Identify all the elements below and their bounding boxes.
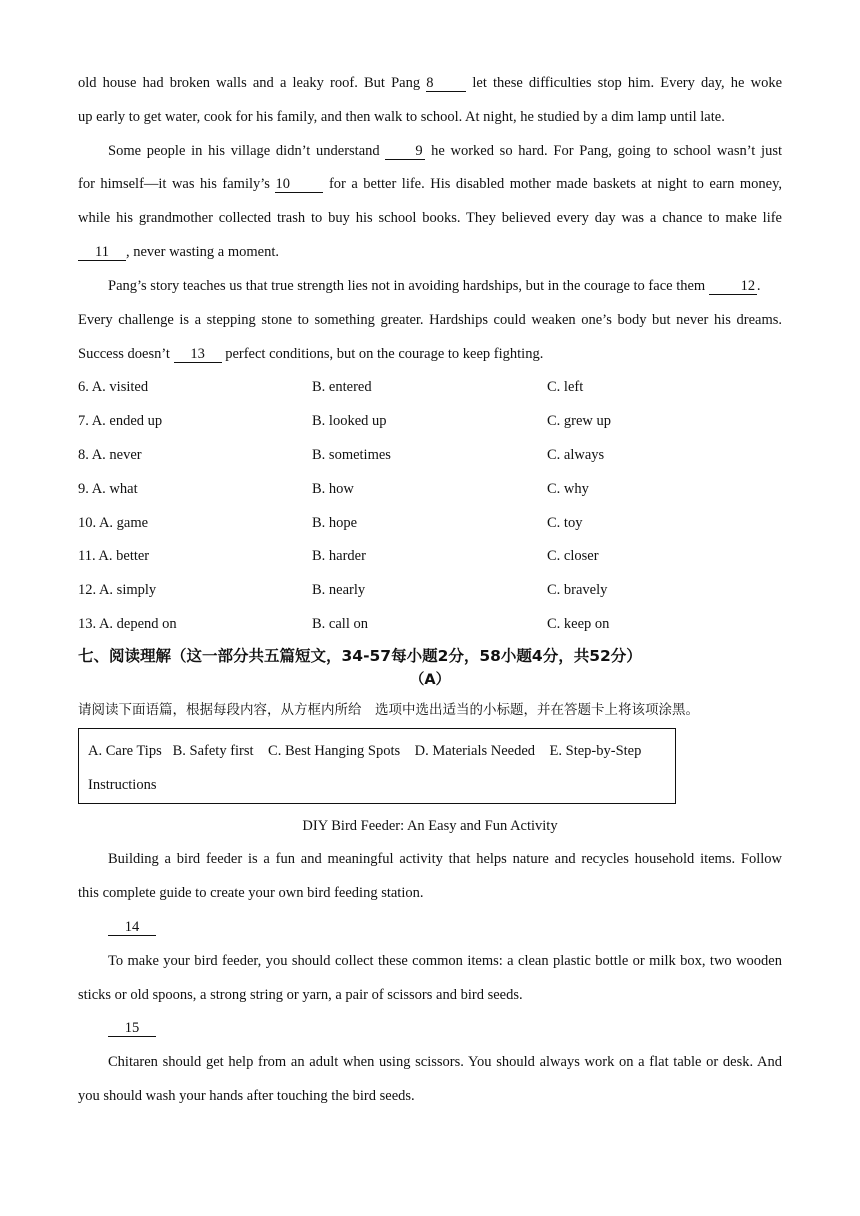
option-a: 13. A. depend on xyxy=(78,616,177,632)
option-b: B. how xyxy=(312,481,354,497)
option-a: 8. A. never xyxy=(78,447,142,463)
option-b: B. looked up xyxy=(312,413,387,429)
option-b: B. entered xyxy=(312,379,372,395)
passage-line: old house had broken walls and a leaky roof. But Pang 8 let these difficulties stop him. Every day, he woke xyxy=(78,75,783,91)
option-a: 7. A. ended up xyxy=(78,413,163,429)
article-line: To make your bird feeder, you should collect these common items: a clean plastic bottle or milk box, two wooden xyxy=(108,953,782,969)
option-c: C. why xyxy=(547,481,589,497)
option-c: C. always xyxy=(547,447,605,463)
option-c: C. bravely xyxy=(547,582,608,598)
passage-line: Pang’s story teaches us that true strength lies not in avoiding hardships, but in the courage to face them 12 . xyxy=(108,278,761,294)
article-line: this complete guide to create your own bird feeding station. xyxy=(78,885,424,901)
article-line: sticks or old spoons, a strong string or yarn, a pair of scissors and bird seeds. xyxy=(78,987,523,1003)
choice-box-line: A. Care Tips B. Safety first C. Best Hanging Spots D. Materials Needed E. Step-by-Step xyxy=(88,743,642,759)
option-c: C. closer xyxy=(547,548,599,564)
answer-blank-8: 8 xyxy=(426,76,466,92)
passage-line: up early to get water, cook for his family, and then walk to school. At night, he studied by a dim lamp until late. xyxy=(78,109,725,125)
option-b: B. nearly xyxy=(312,582,366,598)
article-line: Chitaren should get help from an adult when using scissors. You should always work on a flat table or desk. And xyxy=(108,1054,782,1070)
answer-blank-11: 11 xyxy=(78,245,126,261)
heading-blank-15: 15 xyxy=(108,1018,156,1038)
subsection-label: （A） xyxy=(409,672,451,688)
option-c: C. grew up xyxy=(547,413,612,429)
article-line: Building a bird feeder is a fun and meaningful activity that helps nature and recycles household items. Follow xyxy=(108,851,782,867)
article-title: DIY Bird Feeder: An Easy and Fun Activity xyxy=(302,818,558,834)
choice-box xyxy=(78,728,676,804)
option-a: 6. A. visited xyxy=(78,379,149,395)
passage-line: 11 , never wasting a moment. xyxy=(78,242,279,262)
option-c: C. left xyxy=(547,379,584,395)
option-b: B. call on xyxy=(312,616,368,632)
option-a: 9. A. what xyxy=(78,481,138,497)
passage-line: Some people in his village didn’t understand 9 he worked so hard. For Pang, going to school wasn’t just xyxy=(108,143,782,159)
option-b: B. harder xyxy=(312,548,366,564)
option-a: 12. A. simply xyxy=(78,582,157,598)
answer-blank-13: 13 xyxy=(174,347,222,363)
option-c: C. toy xyxy=(547,515,583,531)
heading-blank-14: 14 xyxy=(108,917,156,937)
option-b: B. sometimes xyxy=(312,447,391,463)
instruction-text: 请阅读下面语篇，根据每段内容，从方框内所给 选项中选出适当的小标题，并在答题卡上将该项涂黑。 xyxy=(78,702,699,718)
passage-line: while his grandmother collected trash to buy his school books. They believed every day was a chance to make life xyxy=(78,210,782,226)
answer-blank-9: 9 xyxy=(385,144,425,160)
option-a: 11. A. better xyxy=(78,548,150,564)
passage-line: Success doesn’t 13 perfect conditions, but on the courage to keep fighting. xyxy=(78,346,544,362)
section-heading: 七、阅读理解（这一部分共五篇短文，34-57每小题2分，58小题4分，共52分） xyxy=(78,647,642,665)
answer-blank-12: 12 xyxy=(709,279,757,295)
passage-line: Every challenge is a stepping stone to something greater. Hardships could weaken one’s body but never his dreams. xyxy=(78,312,782,328)
option-c: C. keep on xyxy=(547,616,610,632)
passage-line: for himself—it was his family’s 10 for a better life. His disabled mother made baskets at night to earn money, xyxy=(78,176,782,192)
answer-blank-10: 10 xyxy=(275,177,323,193)
article-line: you should wash your hands after touching the bird seeds. xyxy=(78,1088,415,1104)
option-b: B. hope xyxy=(312,515,358,531)
option-a: 10. A. game xyxy=(78,515,149,531)
choice-box-line: Instructions xyxy=(88,777,157,793)
